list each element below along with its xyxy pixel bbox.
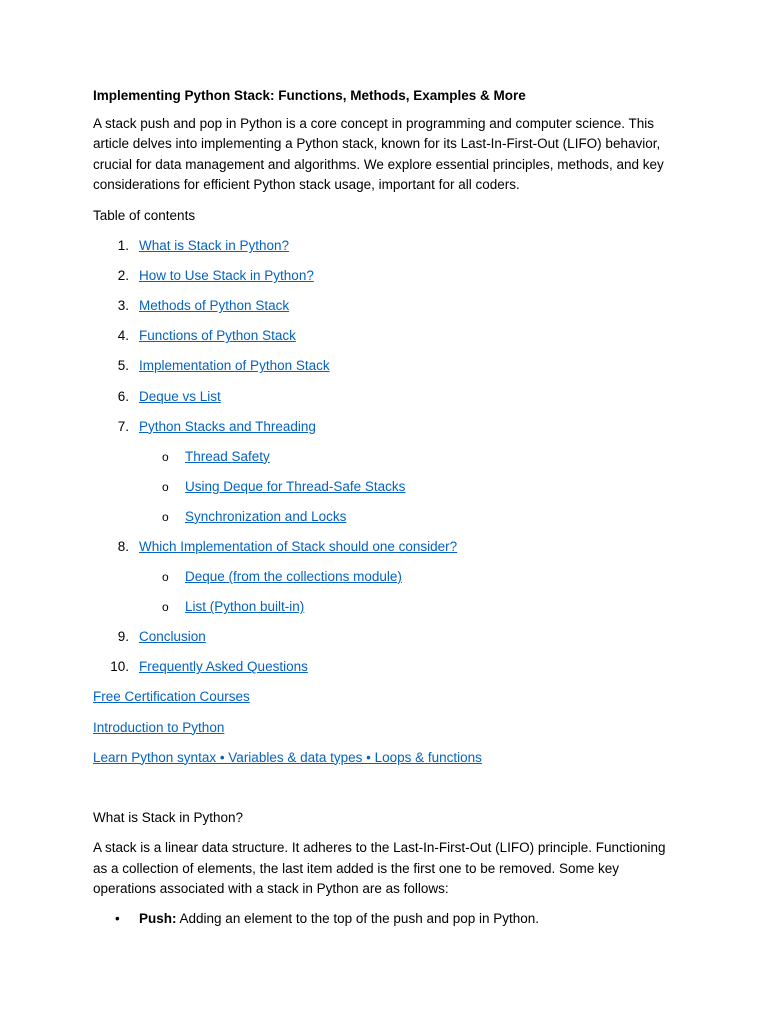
toc-link-deque-thread-safe[interactable]: Using Deque for Thread-Safe Stacks bbox=[185, 478, 406, 494]
toc-link-implementation[interactable]: Implementation of Python Stack bbox=[139, 358, 330, 374]
toc-item-9 bbox=[93, 627, 673, 657]
intro-python-link[interactable]: Introduction to Python bbox=[93, 719, 225, 735]
toc-item-3 bbox=[93, 296, 673, 326]
table-of-contents bbox=[93, 236, 673, 687]
toc-item-2 bbox=[93, 266, 673, 296]
extra-link-row bbox=[93, 718, 673, 748]
toc-link-faq[interactable]: Frequently Asked Questions bbox=[139, 659, 308, 675]
toc-link-thread-safety[interactable]: Thread Safety bbox=[185, 448, 270, 464]
toc-subitem bbox=[93, 507, 673, 537]
bullet-description: Adding an element to the top of the push and pop in Python. bbox=[176, 911, 540, 927]
section-heading: What is Stack in Python? bbox=[93, 809, 244, 825]
intro-paragraph: A stack push and pop in Python is a core concept in programming and computer science. This article delves into implementing a Python stack, known for its Last-In-First-Out (LIFO) behavior, crucial for data management and algorithms. We explore essential principles, methods, and key considerations for efficient Python stack usage, important for all coders. bbox=[93, 116, 664, 193]
toc-subitem bbox=[93, 447, 673, 477]
list-item bbox=[93, 909, 673, 929]
circle-bullet: o bbox=[162, 449, 169, 464]
toc-link-functions[interactable]: Functions of Python Stack bbox=[139, 328, 296, 344]
circle-bullet: o bbox=[162, 600, 169, 615]
toc-number: 5. bbox=[117, 358, 129, 374]
toc-number: 1. bbox=[117, 238, 129, 254]
toc-subitem bbox=[93, 477, 673, 507]
extra-link-row bbox=[93, 748, 673, 778]
extra-link-row bbox=[93, 687, 673, 717]
toc-item-4 bbox=[93, 326, 673, 356]
toc-link-how-to-use-stack[interactable]: How to Use Stack in Python? bbox=[139, 268, 314, 284]
toc-subitem bbox=[93, 567, 673, 597]
toc-link-stacks-and-threading[interactable]: Python Stacks and Threading bbox=[139, 418, 316, 434]
toc-number: 6. bbox=[117, 388, 129, 404]
bullet-term: Push: bbox=[139, 911, 177, 927]
bullet-icon: • bbox=[115, 911, 120, 927]
circle-bullet: o bbox=[162, 479, 169, 494]
toc-number: 2. bbox=[117, 268, 129, 284]
toc-number: 4. bbox=[117, 328, 129, 344]
toc-item-5 bbox=[93, 356, 673, 386]
bullet-text bbox=[93, 909, 673, 929]
toc-link-what-is-stack[interactable]: What is Stack in Python? bbox=[139, 238, 290, 254]
toc-item-10 bbox=[93, 657, 673, 687]
toc-item-6 bbox=[93, 387, 673, 417]
toc-link-conclusion[interactable]: Conclusion bbox=[139, 629, 206, 645]
toc-number: 8. bbox=[117, 538, 129, 554]
toc-link-deque-collections[interactable]: Deque (from the collections module) bbox=[185, 569, 402, 585]
toc-heading: Table of contents bbox=[93, 207, 196, 223]
toc-link-synchronization[interactable]: Synchronization and Locks bbox=[185, 508, 347, 524]
spacer bbox=[93, 778, 673, 808]
toc-number: 10. bbox=[110, 659, 129, 675]
toc-link-list-builtin[interactable]: List (Python built-in) bbox=[185, 599, 305, 615]
document-page bbox=[93, 86, 673, 929]
circle-bullet: o bbox=[162, 570, 169, 585]
toc-item-7 bbox=[93, 417, 673, 447]
toc-number: 9. bbox=[117, 629, 129, 645]
toc-item-8 bbox=[93, 537, 673, 567]
toc-link-deque-vs-list[interactable]: Deque vs List bbox=[139, 388, 221, 404]
toc-subitem bbox=[93, 597, 673, 627]
toc-number: 3. bbox=[117, 298, 129, 314]
circle-bullet: o bbox=[162, 509, 169, 524]
toc-item-1 bbox=[93, 236, 673, 266]
learn-python-syntax-link[interactable]: Learn Python syntax • Variables & data types • Loops & functions bbox=[93, 749, 482, 765]
toc-link-which-implementation[interactable]: Which Implementation of Stack should one consider? bbox=[139, 538, 458, 554]
toc-number: 7. bbox=[117, 418, 129, 434]
free-certification-link[interactable]: Free Certification Courses bbox=[93, 689, 250, 705]
section-paragraph: A stack is a linear data structure. It adheres to the Last-In-First-Out (LIFO) principle. Functioning as a collection of elements, the last item added is the first one to be removed. Some key operations associated with a stack in Python are as follows: bbox=[93, 840, 666, 896]
document-title: Implementing Python Stack: Functions, Methods, Examples & More bbox=[93, 88, 526, 103]
toc-link-methods[interactable]: Methods of Python Stack bbox=[139, 298, 290, 314]
